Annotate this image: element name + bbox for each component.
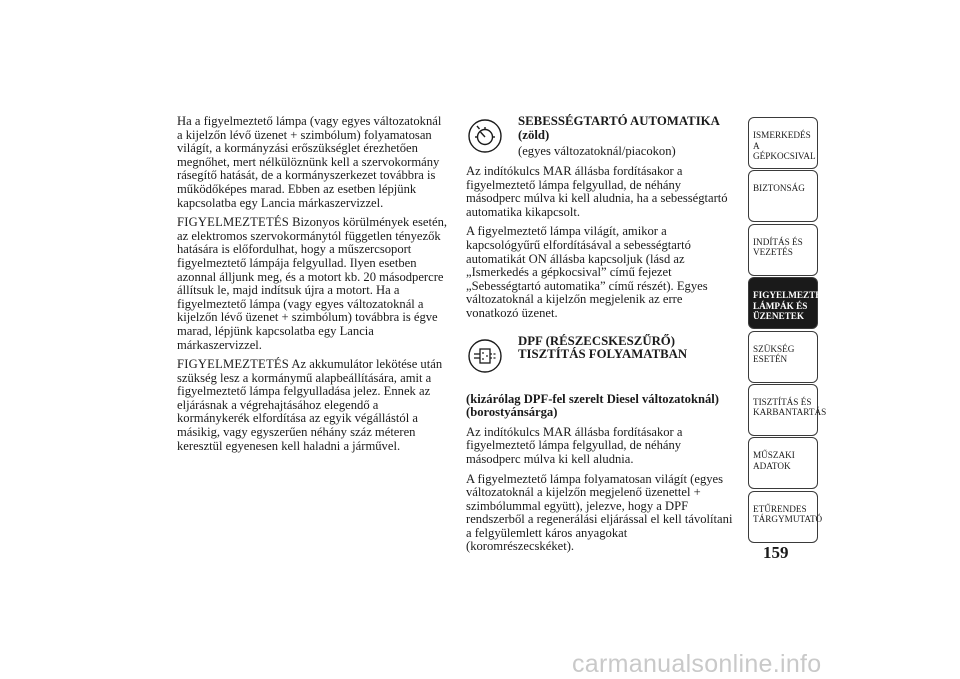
dpf-section [466,335,738,385]
dpf-filter-icon [466,337,504,375]
cruise-control-section [466,115,738,159]
section-note: (kizárólag DPF-fel szerelt Diesel változatoknál) (borostyánsárga) [466,391,719,420]
chapter-tabs [748,117,835,544]
right-column [466,115,738,560]
paragraph: Ha a figyelmeztető lámpa (vagy egyes változatoknál a kijelzőn lévő üzenet + szimbólum) folyamatosan világít, a kormányzási erőszükséglet érezhetően megnőhet, mert nélkülöznünk kell a szervokormány rásegítő hatását, de a kormányszerkezet továbbra is működőképes marad. Ebben az esetben lépjünk kapcsolatba egy Lancia márkaszervizzel. [177,114,442,210]
section-title: DPF (RÉSZECSKESZŰRŐ) TISZTÍTÁS FOLYAMATBAN [518,333,688,362]
section-subtitle: (egyes változatoknál/piacokon) [518,144,676,159]
tab-figyelmezteto-lampak[interactable]: FIGYELMEZTETŐ LÁMPÁK ÉS ÜZENETEK [748,277,818,329]
tab-targymutato[interactable]: ETŰRENDES TÁRGYMUTATÓ [748,491,818,543]
page-number: 159 [763,543,789,562]
section-title: SEBESSÉGTARTÓ AUTOMATIKA (zöld) [518,114,720,142]
watermark: carmanualsonline.info [572,650,822,678]
warning-heading: FIGYELMEZTETÉS [177,215,289,230]
paragraph: A figyelmeztető lámpa folyamatosan világít (egyes változatoknál a kijelzőn megjelenő üzenettel + szimbólummal együtt), jelezve, hogy a DPF rendszerből a regenerálási eljárással el kell távolítani a felgyülemlett káros anyagokat (koromrészecskéket). [466,471,733,554]
warning-paragraph [177,358,449,453]
tab-inditas[interactable]: INDÍTÁS ÉS VEZETÉS [748,224,818,276]
paragraph: Az indítókulcs MAR állásba fordításakor a figyelmeztető lámpa felgyullad, de néhány másodperc múlva ki kell aludnia. [466,424,683,466]
tab-biztonsag[interactable]: BIZTONSÁG [748,170,818,222]
warning-paragraph [177,216,449,352]
tab-muszaki-adatok[interactable]: MŰSZAKI ADATOK [748,437,818,489]
tab-ismerkedes[interactable]: ISMERKEDÉS A GÉPKOCSIVAL [748,117,818,169]
warning-heading: FIGYELMEZTETÉS [177,357,289,372]
left-column [177,115,449,459]
paragraph: A figyelmeztető lámpa világít, amikor a kapcsológyűrű elfordításával a sebességtartó automatikát ON állásba kapcsoljuk (lásd az „Ismerkedés a gépkocsival” című fejezet „Sebességtartó automatika” című részét). Egyes változatoknál a kijelzőn megjelenik az erre vonatkozó üzenet. [466,224,708,320]
tab-szukseg-eseten[interactable]: SZÜKSÉG ESETÉN [748,331,818,383]
cruise-control-icon [466,117,504,155]
warning-text: Bizonyos körülmények esetén, az elektromos szervokormánytól független tényezők hatására is előfordulhat, hogy a műszercsoport figyelmeztető lámpája felgyullad. Ilyen esetben azonnal álljunk meg, és a motort kb. 20 másodpercre állítsuk le, majd indítsuk újra a motort. Ha a figyelmeztető lámpa (vagy egyes változatoknál a kijelzőn lévő üzenet + szimbólum) továbbra is égve marad, lépjünk kapcsolatba egy Lancia márkaszervizzel. [177,215,448,352]
tab-tisztitas[interactable]: TISZTÍTÁS ÉS KARBANTARTÁS [748,384,818,436]
paragraph: Az indítókulcs MAR állásba fordításakor a figyelmeztető lámpa felgyullad, de néhány másodperc múlva ki kell aludnia, ha a sebességtartó automatika kikapcsolt. [466,164,728,219]
warning-text: Az akkumulátor lekötése után szükség lesz a kormánymű alapbeállítására, amit a figyelmeztető lámpa felgyulladása jelez. Ennek az eljárásnak a végrehajtásához elegendő a kormánykerék elfordítása az egyik végállástól a másikig, vagy egyszerűen néhány száz méteren keresztül egyenesen kell haladni a járművel. [177,357,443,453]
